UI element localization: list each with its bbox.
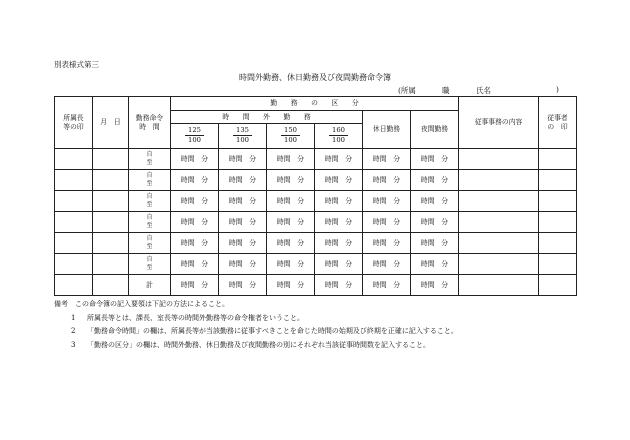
worker-seal-cell[interactable] — [539, 254, 577, 275]
header-seal: 所属長 等の印 — [55, 97, 93, 149]
hours-minutes-label: 時間 分 — [372, 238, 401, 247]
worker-seal-cell[interactable] — [539, 170, 577, 191]
hours-minutes-cell[interactable] — [411, 254, 459, 275]
affiliation-close: ) — [556, 85, 559, 94]
hours-minutes-label: 時間 分 — [228, 280, 257, 289]
hours-minutes-cell[interactable] — [315, 275, 363, 296]
order-time-cell[interactable] — [129, 254, 171, 275]
hours-minutes-cell[interactable] — [219, 170, 267, 191]
hours-minutes-cell[interactable] — [171, 233, 219, 254]
from-label: 自 — [146, 171, 153, 179]
table-row — [55, 212, 577, 233]
header-holiday: 休日勤務 — [363, 111, 411, 149]
header-duty: 従事事務の内容 — [459, 97, 539, 149]
hours-minutes-label: 時間 分 — [372, 217, 401, 226]
hours-minutes-cell[interactable] — [267, 170, 315, 191]
hours-minutes-label: 時間 分 — [276, 259, 305, 268]
hours-minutes-cell[interactable] — [171, 170, 219, 191]
to-label: 至 — [146, 222, 153, 229]
hours-minutes-label: 時間 分 — [324, 154, 353, 163]
from-label: 自 — [146, 255, 153, 263]
hours-minutes-cell[interactable] — [315, 233, 363, 254]
to-label: 至 — [146, 201, 153, 208]
rate-header — [219, 124, 267, 149]
hours-minutes-label: 時間 分 — [324, 196, 353, 205]
hours-minutes-label: 時間 分 — [276, 175, 305, 184]
hours-minutes-label: 時間 分 — [324, 238, 353, 247]
hours-minutes-cell[interactable] — [363, 254, 411, 275]
table-row — [55, 149, 577, 170]
table-row — [55, 254, 577, 275]
month-day-cell[interactable] — [93, 233, 129, 254]
note-item — [54, 339, 458, 353]
hours-minutes-cell[interactable] — [171, 254, 219, 275]
hours-minutes-label: 時間 分 — [180, 154, 209, 163]
from-label: 自 — [146, 234, 153, 242]
worker-seal-cell[interactable] — [539, 212, 577, 233]
hours-minutes-label: 時間 分 — [372, 175, 401, 184]
month-day-cell[interactable] — [93, 254, 129, 275]
order-time-cell[interactable] — [129, 212, 171, 233]
hours-minutes-cell[interactable] — [411, 170, 459, 191]
order-time-cell[interactable] — [129, 233, 171, 254]
hours-minutes-label: 時間 分 — [276, 217, 305, 226]
rate-fraction — [329, 127, 348, 144]
hours-minutes-cell[interactable] — [363, 191, 411, 212]
duty-cell[interactable] — [459, 275, 539, 296]
hours-minutes-cell[interactable] — [363, 149, 411, 170]
seal-cell[interactable] — [55, 254, 93, 275]
duty-cell[interactable] — [459, 212, 539, 233]
order-time-cell[interactable] — [129, 149, 171, 170]
hours-minutes-cell[interactable] — [363, 170, 411, 191]
hours-minutes-label: 時間 分 — [180, 259, 209, 268]
to-label: 至 — [146, 264, 153, 271]
note-item — [54, 325, 458, 339]
hours-minutes-cell[interactable] — [411, 233, 459, 254]
rate-numerator: 135 — [233, 127, 252, 136]
seal-cell[interactable] — [55, 233, 93, 254]
duty-cell[interactable] — [459, 191, 539, 212]
hours-minutes-cell[interactable] — [411, 149, 459, 170]
hours-minutes-cell[interactable] — [267, 233, 315, 254]
rate-header — [267, 124, 315, 149]
note-number: 1 — [71, 313, 76, 322]
month-day-cell[interactable] — [93, 170, 129, 191]
header-worker-seal: 従事者 の 印 — [539, 97, 577, 149]
order-time-cell[interactable] — [129, 170, 171, 191]
hours-minutes-cell[interactable] — [363, 275, 411, 296]
hours-minutes-label: 時間 分 — [324, 175, 353, 184]
hours-minutes-cell[interactable] — [315, 170, 363, 191]
seal-cell[interactable] — [55, 149, 93, 170]
order-time-cell[interactable] — [129, 191, 171, 212]
form-number: 別表様式第三 — [54, 60, 99, 69]
note-number: 2 — [71, 327, 76, 335]
hours-minutes-cell[interactable] — [315, 149, 363, 170]
hours-minutes-label: 時間 分 — [420, 280, 449, 289]
hours-minutes-label: 時間 分 — [276, 196, 305, 205]
order-register-table — [54, 96, 577, 296]
rate-denominator: 100 — [236, 136, 249, 145]
hours-minutes-cell[interactable] — [171, 149, 219, 170]
hours-minutes-label: 時間 分 — [180, 217, 209, 226]
seal-cell[interactable] — [55, 212, 93, 233]
from-label: 自 — [146, 150, 153, 158]
header-order-time: 勤務命令 時 間 — [129, 97, 171, 149]
page-title: 時間外勤務、休日勤務及び夜間勤務命令簿 — [239, 73, 391, 82]
hours-minutes-cell[interactable] — [267, 275, 315, 296]
hours-minutes-label: 時間 分 — [228, 238, 257, 247]
hours-minutes-label: 時間 分 — [228, 196, 257, 205]
hours-minutes-label: 時間 分 — [420, 154, 449, 163]
header-category: 勤 務 の 区 分 — [171, 97, 459, 111]
hours-minutes-label: 時間 分 — [420, 217, 449, 226]
duty-cell[interactable] — [459, 233, 539, 254]
hours-minutes-cell[interactable] — [315, 254, 363, 275]
post-label: 職 — [442, 86, 450, 95]
hours-minutes-label: 時間 分 — [180, 196, 209, 205]
hours-minutes-label: 時間 分 — [420, 175, 449, 184]
hours-minutes-cell[interactable] — [411, 212, 459, 233]
hours-minutes-cell[interactable] — [219, 254, 267, 275]
hours-minutes-label: 時間 分 — [372, 154, 401, 163]
rate-fraction — [233, 127, 252, 144]
hours-minutes-cell[interactable] — [267, 254, 315, 275]
hours-minutes-label: 時間 分 — [276, 280, 305, 289]
seal-cell[interactable] — [55, 275, 93, 296]
worker-seal-cell[interactable] — [539, 149, 577, 170]
to-label: 至 — [146, 159, 153, 166]
note-text: 「勤務の区分」の欄は、時間外勤務、休日勤務及び夜間勤務の別にそれぞれ当該従事時間数を記入すること。 — [87, 340, 430, 349]
hours-minutes-cell[interactable] — [363, 212, 411, 233]
hours-minutes-cell[interactable] — [267, 212, 315, 233]
hours-minutes-cell[interactable] — [219, 149, 267, 170]
worker-seal-cell[interactable] — [539, 233, 577, 254]
table-row — [55, 170, 577, 191]
note-number: 3 — [71, 340, 76, 349]
to-label: 至 — [146, 180, 153, 187]
seal-cell[interactable] — [55, 170, 93, 191]
header-overtime: 時 間 外 勤 務 — [171, 111, 363, 124]
worker-seal-cell[interactable] — [539, 191, 577, 212]
rate-numerator: 160 — [329, 127, 348, 136]
rate-denominator: 100 — [332, 136, 345, 145]
hours-minutes-cell[interactable] — [171, 191, 219, 212]
total-label: 計 — [146, 280, 153, 289]
header-month-day: 月 日 — [93, 97, 129, 149]
hours-minutes-cell[interactable] — [219, 275, 267, 296]
affiliation-label: (所属 — [398, 86, 416, 95]
hours-minutes-label: 時間 分 — [276, 154, 305, 163]
hours-minutes-label: 時間 分 — [324, 259, 353, 268]
name-label: 氏名 — [476, 86, 491, 95]
worker-seal-cell[interactable] — [539, 275, 577, 296]
hours-minutes-cell[interactable] — [171, 212, 219, 233]
hours-minutes-cell[interactable] — [315, 191, 363, 212]
rate-numerator: 125 — [185, 127, 204, 136]
hours-minutes-label: 時間 分 — [324, 280, 353, 289]
hours-minutes-cell[interactable] — [267, 149, 315, 170]
total-row — [55, 275, 577, 296]
hours-minutes-cell[interactable] — [363, 233, 411, 254]
hours-minutes-label: 時間 分 — [180, 280, 209, 289]
hours-minutes-label: 時間 分 — [180, 175, 209, 184]
duty-cell[interactable] — [459, 149, 539, 170]
month-day-cell[interactable] — [93, 275, 129, 296]
hours-minutes-label: 時間 分 — [228, 154, 257, 163]
hours-minutes-label: 時間 分 — [228, 217, 257, 226]
month-day-cell[interactable] — [93, 212, 129, 233]
table-row — [55, 233, 577, 254]
from-label: 自 — [146, 213, 153, 221]
hours-minutes-label: 時間 分 — [372, 196, 401, 205]
hours-minutes-cell[interactable] — [267, 191, 315, 212]
hours-minutes-label: 時間 分 — [420, 196, 449, 205]
month-day-cell[interactable] — [93, 191, 129, 212]
rate-header — [171, 124, 219, 149]
hours-minutes-label: 時間 分 — [180, 238, 209, 247]
from-label: 自 — [146, 192, 153, 200]
rate-denominator: 100 — [188, 136, 201, 145]
notes-intro: 備考 この命令簿の記入要領は下記の方法によること。 — [54, 300, 229, 308]
hours-minutes-cell[interactable] — [411, 275, 459, 296]
note-text: 所属長等とは、課長、室長等の時間外勤務等の命令権者をいうこと。 — [87, 313, 304, 322]
notes-section — [54, 298, 458, 352]
hours-minutes-label: 時間 分 — [420, 259, 449, 268]
rate-fraction — [185, 127, 204, 144]
hours-minutes-label: 時間 分 — [276, 238, 305, 247]
header-night: 夜間勤務 — [411, 111, 459, 149]
duty-cell[interactable] — [459, 254, 539, 275]
hours-minutes-label: 時間 分 — [420, 238, 449, 247]
to-label: 至 — [146, 243, 153, 250]
rate-denominator: 100 — [284, 136, 297, 145]
hours-minutes-label: 時間 分 — [228, 259, 257, 268]
note-text: 「勤務命令時間」の欄は、所属長等が当該勤務に従事すべきことを命じた時間の始期及び終期を正確に記入すること。 — [87, 327, 458, 335]
hours-minutes-cell[interactable] — [219, 212, 267, 233]
rate-numerator: 150 — [281, 127, 300, 136]
hours-minutes-label: 時間 分 — [372, 259, 401, 268]
table-row — [55, 191, 577, 212]
hours-minutes-label: 時間 分 — [324, 217, 353, 226]
hours-minutes-cell[interactable] — [411, 191, 459, 212]
note-item — [54, 312, 458, 326]
rate-header — [315, 124, 363, 149]
rate-fraction — [281, 127, 300, 144]
hours-minutes-cell[interactable] — [219, 233, 267, 254]
hours-minutes-label: 時間 分 — [372, 280, 401, 289]
hours-minutes-cell[interactable] — [219, 191, 267, 212]
total-label-cell[interactable] — [129, 275, 171, 296]
hours-minutes-cell[interactable] — [171, 275, 219, 296]
month-day-cell[interactable] — [93, 149, 129, 170]
seal-cell[interactable] — [55, 191, 93, 212]
hours-minutes-label: 時間 分 — [228, 175, 257, 184]
duty-cell[interactable] — [459, 170, 539, 191]
hours-minutes-cell[interactable] — [315, 212, 363, 233]
